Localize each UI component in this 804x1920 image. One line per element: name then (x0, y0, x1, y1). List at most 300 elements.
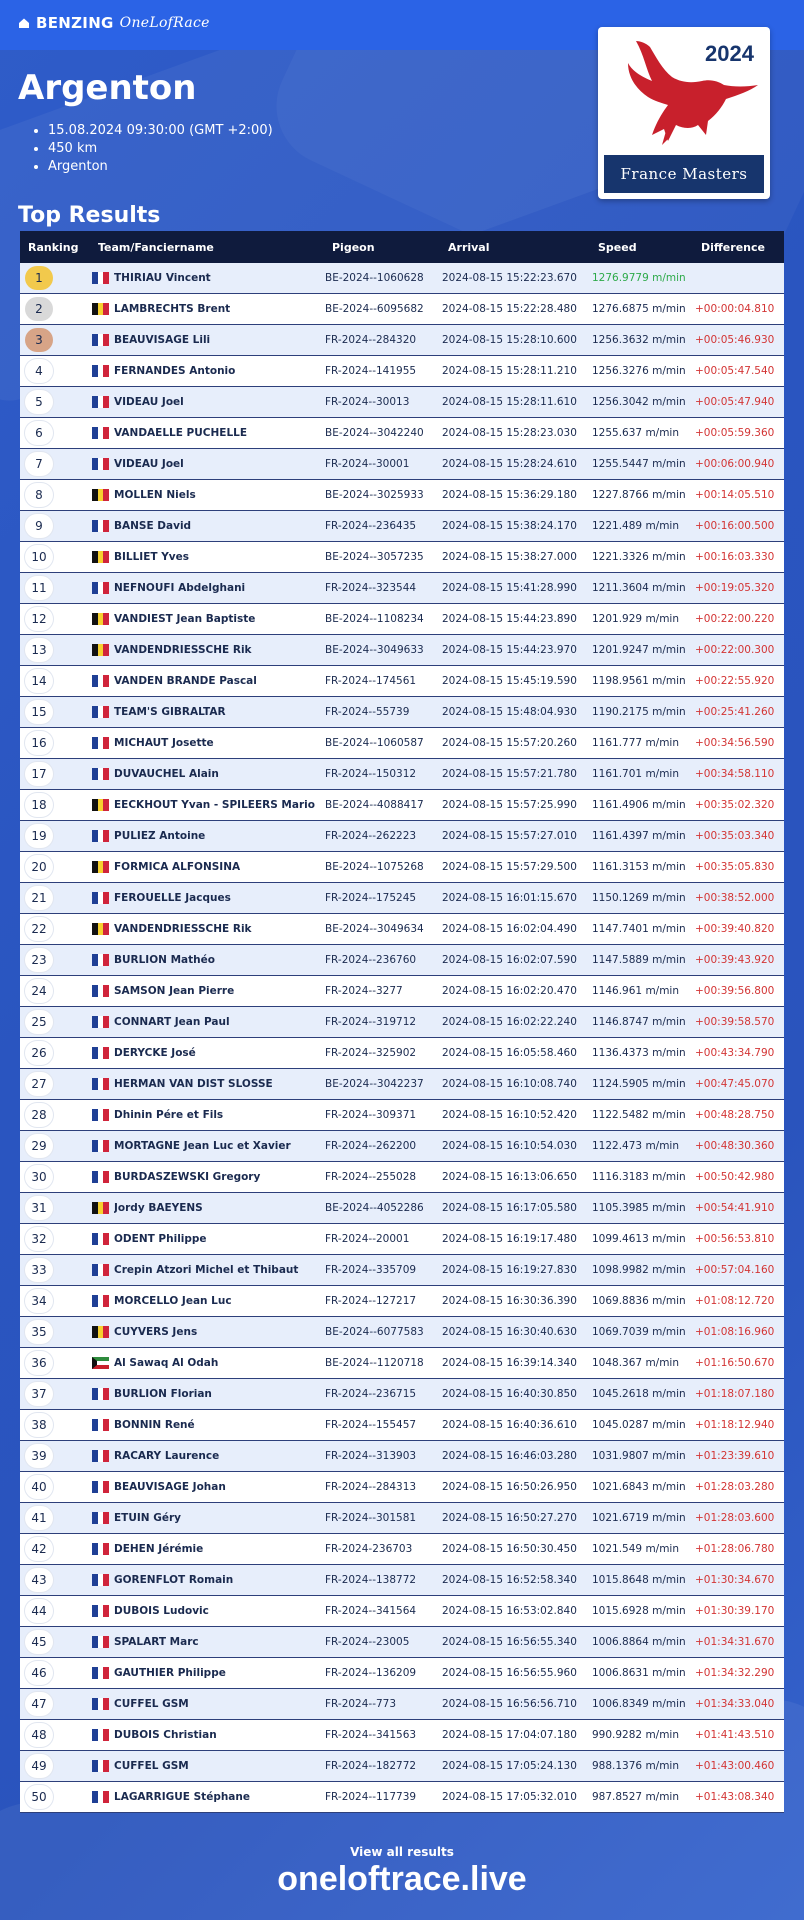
rank-number: 42 (25, 1537, 53, 1561)
rank-number: 14 (25, 669, 53, 693)
arrival-time: 2024-08-15 15:28:24.610 (442, 458, 577, 470)
arrival-time: 2024-08-15 16:10:08.740 (442, 1078, 577, 1090)
speed-value: 1021.549 m/min (592, 1543, 680, 1555)
fancier-name: Al Sawaq Al Odah (114, 1357, 219, 1369)
flag-fr-icon (92, 737, 109, 749)
table-row[interactable] (20, 1596, 784, 1627)
speed-value: 1276.9779 m/min (592, 272, 686, 284)
table-row[interactable] (20, 790, 784, 821)
table-row[interactable] (20, 449, 784, 480)
fancier-name: BILLIET Yves (114, 551, 190, 563)
fancier-name: DERYCKE José (114, 1047, 196, 1059)
table-row[interactable] (20, 1131, 784, 1162)
table-row[interactable] (20, 852, 784, 883)
rank-badge (20, 294, 58, 324)
fancier-name: GORENFLOT Romain (114, 1574, 234, 1586)
pigeon-id: FR-2024-236703 (325, 1543, 413, 1555)
flag-fr-icon (92, 1481, 109, 1493)
speed-value: 1015.8648 m/min (592, 1574, 686, 1586)
flag-fr-icon (92, 520, 109, 532)
table-row[interactable] (20, 387, 784, 418)
table-row[interactable] (20, 480, 784, 511)
rank-number: 12 (25, 607, 53, 631)
table-row[interactable] (20, 1441, 784, 1472)
arrival-time: 2024-08-15 15:28:10.600 (442, 334, 577, 346)
table-row[interactable] (20, 1162, 784, 1193)
table-row[interactable] (20, 1503, 784, 1534)
arrival-time: 2024-08-15 15:57:29.500 (442, 861, 577, 873)
speed-value: 1124.5905 m/min (592, 1078, 686, 1090)
table-row[interactable] (20, 1472, 784, 1503)
speed-value: 1150.1269 m/min (592, 892, 686, 904)
difference-value: +00:48:28.750 (695, 1109, 775, 1121)
fancier-name: ODENT Philippe (114, 1233, 207, 1245)
pigeon-id: FR-2024--255028 (325, 1171, 417, 1183)
site-url[interactable]: oneloftrace.live (277, 1860, 527, 1898)
arrival-time: 2024-08-15 15:36:29.180 (442, 489, 577, 501)
flag-be-icon (92, 861, 109, 873)
fancier-name: VANDIEST Jean Baptiste (114, 613, 256, 625)
fancier-name: DUVAUCHEL Alain (114, 768, 219, 780)
fancier-name: VIDEAU Joel (114, 396, 184, 408)
speed-value: 1221.3326 m/min (592, 551, 686, 563)
table-row[interactable] (20, 1286, 784, 1317)
table-row[interactable] (20, 1069, 784, 1100)
fancier-name: DEHEN Jérémie (114, 1543, 204, 1555)
table-row[interactable] (20, 697, 784, 728)
fancier-name: LAGARRIGUE Stéphane (114, 1791, 250, 1803)
table-row[interactable] (20, 666, 784, 697)
arrival-time: 2024-08-15 15:28:23.030 (442, 427, 577, 439)
speed-value: 1006.8864 m/min (592, 1636, 686, 1648)
rank-number: 8 (25, 483, 53, 507)
table-row[interactable] (20, 821, 784, 852)
rank-number: 24 (25, 979, 53, 1003)
flag-fr-icon (92, 365, 109, 377)
difference-value: +01:08:12.720 (695, 1295, 775, 1307)
speed-value: 1069.8836 m/min (592, 1295, 686, 1307)
rank-number: 21 (25, 886, 53, 910)
race-distance: • 450 km (48, 140, 273, 158)
rank-number: 49 (25, 1754, 53, 1778)
pigeon-id: FR-2024--175245 (325, 892, 417, 904)
table-row[interactable] (20, 945, 784, 976)
speed-value: 1161.701 m/min (592, 768, 680, 780)
table-row[interactable] (20, 1751, 784, 1782)
fancier-name: CUFFEL GSM (114, 1760, 189, 1772)
view-all-link[interactable]: View all results (350, 1845, 454, 1859)
table-row[interactable] (20, 1317, 784, 1348)
flag-fr-icon (92, 706, 109, 718)
rank-badge (20, 821, 58, 851)
difference-value: +00:06:00.940 (695, 458, 775, 470)
flag-be-icon (92, 303, 109, 315)
flag-fr-icon (92, 272, 109, 284)
arrival-time: 2024-08-15 16:50:30.450 (442, 1543, 577, 1555)
fancier-name: THIRIAU Vincent (114, 272, 211, 284)
rank-number: 15 (25, 700, 53, 724)
speed-value: 988.1376 m/min (592, 1760, 680, 1772)
speed-value: 1161.777 m/min (592, 737, 680, 749)
fancier-name: BURLION Florian (114, 1388, 212, 1400)
rank-badge (20, 418, 58, 448)
table-row[interactable] (20, 263, 784, 294)
arrival-time: 2024-08-15 15:57:25.990 (442, 799, 577, 811)
rank-number: 38 (25, 1413, 53, 1437)
pigeon-id: FR-2024--335709 (325, 1264, 417, 1276)
flag-fr-icon (92, 1636, 109, 1648)
pigeon-id: FR-2024--323544 (325, 582, 417, 594)
table-row[interactable] (20, 1038, 784, 1069)
rank-badge (20, 883, 58, 913)
brand-logo[interactable] (18, 14, 210, 32)
race-datetime: • 15.08.2024 09:30:00 (GMT +2:00) (48, 122, 273, 140)
rank-number: 33 (25, 1258, 53, 1282)
table-row[interactable] (20, 1100, 784, 1131)
speed-value: 1147.5889 m/min (592, 954, 686, 966)
pigeon-id: FR-2024--182772 (325, 1760, 417, 1772)
speed-value: 1227.8766 m/min (592, 489, 686, 501)
rank-number: 26 (25, 1041, 53, 1065)
rank-badge (20, 1627, 58, 1657)
rank-badge (20, 790, 58, 820)
rank-badge (20, 1782, 58, 1812)
pigeon-id: FR-2024--30013 (325, 396, 410, 408)
header-pigeon: Pigeon (332, 240, 375, 254)
speed-value: 1161.4397 m/min (592, 830, 686, 842)
pigeon-id: FR-2024--284313 (325, 1481, 417, 1493)
flag-be-icon (92, 551, 109, 563)
pigeon-id: BE-2024--1120718 (325, 1357, 424, 1369)
fancier-name: SPALART Marc (114, 1636, 199, 1648)
difference-value: +00:19:05.320 (695, 582, 775, 594)
speed-value: 1256.3276 m/min (592, 365, 686, 377)
difference-value: +00:48:30.360 (695, 1140, 775, 1152)
table-row[interactable] (20, 542, 784, 573)
fancier-name: MORTAGNE Jean Luc et Xavier (114, 1140, 291, 1152)
speed-value: 1021.6843 m/min (592, 1481, 686, 1493)
difference-value: +00:56:53.810 (695, 1233, 775, 1245)
arrival-time: 2024-08-15 17:04:07.180 (442, 1729, 577, 1741)
rank-badge (20, 325, 58, 355)
speed-value: 1098.9982 m/min (592, 1264, 686, 1276)
rank-badge (20, 542, 58, 572)
difference-value: +01:30:34.670 (695, 1574, 775, 1586)
flag-fr-icon (92, 1574, 109, 1586)
section-title: Top Results (18, 203, 161, 228)
table-body (20, 263, 784, 1813)
speed-value: 987.8527 m/min (592, 1791, 680, 1803)
flag-be-icon (92, 799, 109, 811)
arrival-time: 2024-08-15 15:57:20.260 (442, 737, 577, 749)
pigeon-id: FR-2024--773 (325, 1698, 397, 1710)
rank-badge (20, 1503, 58, 1533)
difference-value (695, 263, 785, 293)
table-row[interactable] (20, 1193, 784, 1224)
fancier-name: LAMBRECHTS Brent (114, 303, 231, 315)
rank-badge (20, 1596, 58, 1626)
pigeon-id: BE-2024--3049633 (325, 644, 424, 656)
rank-badge (20, 1317, 58, 1347)
difference-value: +00:05:47.940 (695, 396, 775, 408)
table-row[interactable] (20, 1782, 784, 1813)
difference-value: +00:16:03.330 (695, 551, 775, 563)
fancier-name: VIDEAU Joel (114, 458, 184, 470)
fancier-name: FORMICA ALFONSINA (114, 861, 241, 873)
difference-value: +01:28:03.600 (695, 1512, 775, 1524)
flag-fr-icon (92, 427, 109, 439)
table-row[interactable] (20, 1348, 784, 1379)
rank-badge (20, 1534, 58, 1564)
rank-badge (20, 1689, 58, 1719)
difference-value: +01:28:06.780 (695, 1543, 775, 1555)
speed-value: 1147.7401 m/min (592, 923, 686, 935)
table-row[interactable] (20, 883, 784, 914)
flag-fr-icon (92, 1667, 109, 1679)
rank-badge (20, 449, 58, 479)
speed-value: 1015.6928 m/min (592, 1605, 686, 1617)
fancier-name: CUFFEL GSM (114, 1698, 189, 1710)
table-row[interactable] (20, 1658, 784, 1689)
rank-badge (20, 480, 58, 510)
flag-fr-icon (92, 1791, 109, 1803)
table-row[interactable] (20, 1410, 784, 1441)
pigeon-id: BE-2024--3025933 (325, 489, 424, 501)
fancier-name: RACARY Laurence (114, 1450, 220, 1462)
fancier-name: PULIEZ Antoine (114, 830, 206, 842)
rank-badge (20, 852, 58, 882)
speed-value: 1031.9807 m/min (592, 1450, 686, 1462)
rank-badge (20, 1379, 58, 1409)
pigeon-id: FR-2024--30001 (325, 458, 410, 470)
flag-fr-icon (92, 675, 109, 687)
speed-value: 1161.3153 m/min (592, 861, 686, 873)
difference-value: +01:23:39.610 (695, 1450, 775, 1462)
difference-value: +00:39:40.820 (695, 923, 775, 935)
table-row[interactable] (20, 1689, 784, 1720)
rank-badge (20, 1100, 58, 1130)
speed-value: 1256.3042 m/min (592, 396, 686, 408)
flag-be-icon (92, 613, 109, 625)
arrival-time: 2024-08-15 16:56:55.960 (442, 1667, 577, 1679)
arrival-time: 2024-08-15 16:02:22.240 (442, 1016, 577, 1028)
rank-badge (20, 1007, 58, 1037)
speed-value: 1276.6875 m/min (592, 303, 686, 315)
rank-badge (20, 666, 58, 696)
table-row[interactable] (20, 604, 784, 635)
difference-value: +00:05:47.540 (695, 365, 775, 377)
flag-fr-icon (92, 458, 109, 470)
pigeon-id: FR-2024--309371 (325, 1109, 417, 1121)
rank-badge (20, 1069, 58, 1099)
flag-fr-icon (92, 1729, 109, 1741)
flag-fr-icon (92, 1543, 109, 1555)
rank-badge (20, 573, 58, 603)
fancier-name: BONNIN René (114, 1419, 195, 1431)
pigeon-id: BE-2024--3049634 (325, 923, 424, 935)
rank-badge (20, 1751, 58, 1781)
difference-value: +00:16:00.500 (695, 520, 775, 532)
rank-badge (20, 1162, 58, 1192)
flag-fr-icon (92, 582, 109, 594)
table-row[interactable] (20, 1007, 784, 1038)
arrival-time: 2024-08-15 16:17:05.580 (442, 1202, 577, 1214)
fancier-name: NEFNOUFI Abdelghani (114, 582, 246, 594)
rank-badge (20, 1720, 58, 1750)
table-row[interactable] (20, 1627, 784, 1658)
difference-value: +01:18:12.940 (695, 1419, 775, 1431)
speed-value: 1122.473 m/min (592, 1140, 680, 1152)
table-row[interactable] (20, 976, 784, 1007)
difference-value: +00:54:41.910 (695, 1202, 775, 1214)
arrival-time: 2024-08-15 15:38:24.170 (442, 520, 577, 532)
table-row[interactable] (20, 1534, 784, 1565)
speed-value: 1099.4613 m/min (592, 1233, 686, 1245)
arrival-time: 2024-08-15 16:50:26.950 (442, 1481, 577, 1493)
fancier-name: CONNART Jean Paul (114, 1016, 230, 1028)
rank-badge (20, 976, 58, 1006)
flag-fr-icon (92, 1078, 109, 1090)
logo-year: 2024 (705, 41, 754, 66)
arrival-time: 2024-08-15 16:19:27.830 (442, 1264, 577, 1276)
flag-fr-icon (92, 1760, 109, 1772)
rank-number: 48 (25, 1723, 53, 1747)
fancier-name: VANDAELLE PUCHELLE (114, 427, 247, 439)
table-row[interactable] (20, 1379, 784, 1410)
race-info-list (30, 122, 273, 176)
rank-badge (20, 697, 58, 727)
difference-value: +01:43:00.460 (695, 1760, 775, 1772)
fancier-name: BANSE David (114, 520, 192, 532)
difference-value: +00:35:05.830 (695, 861, 775, 873)
difference-value: +00:35:03.340 (695, 830, 775, 842)
pigeon-id: FR-2024--55739 (325, 706, 410, 718)
difference-value: +01:28:03.280 (695, 1481, 775, 1493)
table-row[interactable] (20, 356, 784, 387)
table-row[interactable] (20, 573, 784, 604)
speed-value: 1190.2175 m/min (592, 706, 686, 718)
arrival-time: 2024-08-15 15:28:11.610 (442, 396, 577, 408)
pigeon-id: BE-2024--4052286 (325, 1202, 424, 1214)
pigeon-id: BE-2024--6095682 (325, 303, 424, 315)
fancier-name: BEAUVISAGE Lili (114, 334, 211, 346)
difference-value: +00:22:00.300 (695, 644, 775, 656)
fancier-name: MICHAUT Josette (114, 737, 214, 749)
flag-be-icon (92, 1202, 109, 1214)
rank-number: 10 (25, 545, 53, 569)
rank-number: 44 (25, 1599, 53, 1623)
rank-number: 45 (25, 1630, 53, 1654)
rank-number: 5 (25, 390, 53, 414)
difference-value: +00:05:59.360 (695, 427, 775, 439)
rank-badge (20, 635, 58, 665)
arrival-time: 2024-08-15 16:02:04.490 (442, 923, 577, 935)
rank-number: 9 (25, 514, 53, 538)
difference-value: +00:39:56.800 (695, 985, 775, 997)
rank-number: 35 (25, 1320, 53, 1344)
rank-number: 36 (25, 1351, 53, 1375)
table-row[interactable] (20, 1224, 784, 1255)
arrival-time: 2024-08-15 16:56:56.710 (442, 1698, 577, 1710)
arrival-time: 2024-08-15 15:22:23.670 (442, 272, 577, 284)
house-icon (18, 17, 30, 29)
rank-number: 16 (25, 731, 53, 755)
arrival-time: 2024-08-15 15:28:11.210 (442, 365, 577, 377)
difference-value: +01:16:50.670 (695, 1357, 775, 1369)
difference-value: +01:41:43.510 (695, 1729, 775, 1741)
fancier-name: VANDENDRIESSCHE Rik (114, 923, 252, 935)
fancier-name: VANDEN BRANDE Pascal (114, 675, 257, 687)
speed-value: 1198.9561 m/min (592, 675, 686, 687)
pigeon-id: FR-2024--150312 (325, 768, 417, 780)
speed-value: 1146.8747 m/min (592, 1016, 686, 1028)
pigeon-id: BE-2024--1060628 (325, 272, 424, 284)
table-header (20, 231, 784, 263)
table-row[interactable] (20, 759, 784, 790)
pigeon-id: FR-2024--262223 (325, 830, 417, 842)
table-row[interactable] (20, 294, 784, 325)
race-title: Argenton (18, 68, 197, 108)
rank-number: 18 (25, 793, 53, 817)
rank-number: 28 (25, 1103, 53, 1127)
difference-value: +00:22:55.920 (695, 675, 775, 687)
rank-badge (20, 1224, 58, 1254)
speed-value: 1006.8349 m/min (592, 1698, 686, 1710)
flag-fr-icon (92, 892, 109, 904)
pigeon-id: BE-2024--1060587 (325, 737, 424, 749)
rank-badge (20, 604, 58, 634)
speed-value: 1116.3183 m/min (592, 1171, 686, 1183)
flag-fr-icon (92, 1047, 109, 1059)
table-row[interactable] (20, 511, 784, 542)
fancier-name: ETUIN Géry (114, 1512, 181, 1524)
table-row[interactable] (20, 418, 784, 449)
pigeon-id: FR-2024--155457 (325, 1419, 417, 1431)
results-table (20, 231, 784, 1813)
brand-name: BENZING (36, 14, 114, 32)
pigeon-id: BE-2024--3057235 (325, 551, 424, 563)
arrival-time: 2024-08-15 16:10:52.420 (442, 1109, 577, 1121)
table-row[interactable] (20, 635, 784, 666)
rank-number: 29 (25, 1134, 53, 1158)
rank-number: 4 (25, 359, 53, 383)
pigeon-id: FR-2024--301581 (325, 1512, 417, 1524)
flag-be-icon (92, 1326, 109, 1338)
rank-number: 39 (25, 1444, 53, 1468)
fancier-name: Crepin Atzori Michel et Thibaut (114, 1264, 299, 1276)
france-masters-logo (598, 27, 770, 199)
table-row[interactable] (20, 1255, 784, 1286)
speed-value: 1045.0287 m/min (592, 1419, 686, 1431)
rank-number: 43 (25, 1568, 53, 1592)
table-row[interactable] (20, 1720, 784, 1751)
flag-fr-icon (92, 1698, 109, 1710)
table-row[interactable] (20, 914, 784, 945)
table-row[interactable] (20, 728, 784, 759)
arrival-time: 2024-08-15 16:53:02.840 (442, 1605, 577, 1617)
table-row[interactable] (20, 1565, 784, 1596)
arrival-time: 2024-08-15 15:38:27.000 (442, 551, 577, 563)
flag-fr-icon (92, 1140, 109, 1152)
rank-number: 13 (25, 638, 53, 662)
flag-fr-icon (92, 334, 109, 346)
fancier-name: TEAM'S GIBRALTAR (114, 706, 226, 718)
header-arrival: Arrival (448, 240, 490, 254)
flag-fr-icon (92, 1295, 109, 1307)
table-row[interactable] (20, 325, 784, 356)
rank-badge (20, 263, 58, 293)
pigeon-id: FR-2024--23005 (325, 1636, 410, 1648)
